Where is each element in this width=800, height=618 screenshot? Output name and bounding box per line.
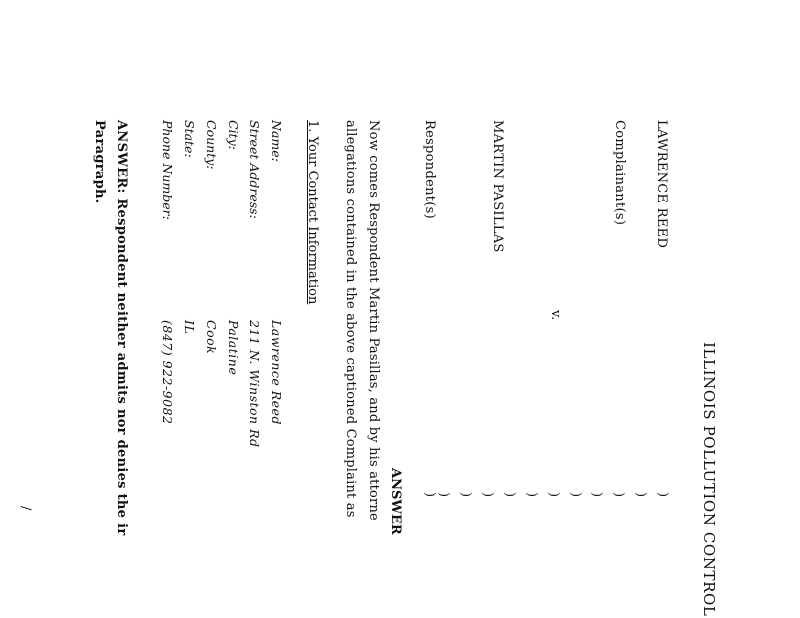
caption-paren: ): [524, 492, 539, 498]
field-value-state: IL: [182, 320, 197, 335]
document-heading: ANSWER: [388, 468, 403, 535]
section-heading-contact: 1. Your Contact Information: [305, 120, 320, 305]
caption-paren: ): [611, 492, 626, 498]
caption-paren: ): [502, 492, 517, 498]
board-title: ILLINOIS POLLUTION CONTROL: [700, 342, 718, 617]
field-label-city: City:: [226, 120, 241, 150]
caption-paren: ): [480, 492, 495, 498]
field-label-name: Name:: [269, 120, 284, 162]
field-label-state: State:: [182, 120, 197, 158]
stray-mark: /: [18, 506, 33, 511]
intro-line-2: allegations contained in the above captioned Complaint as: [343, 120, 358, 518]
field-label-phone: Phone Number:: [160, 120, 175, 220]
versus-text: v.: [548, 310, 563, 321]
caption-paren: ): [655, 492, 670, 498]
caption-paren: ): [546, 492, 561, 498]
caption-paren: ): [436, 492, 451, 498]
intro-line-1: Now comes Respondent Martin Pasillas, and by his attorne: [366, 120, 381, 521]
caption-paren: ): [568, 492, 583, 498]
field-value-name: Lawrence Reed: [269, 320, 284, 425]
caption-paren: ): [633, 492, 648, 498]
field-value-street: 211 N. Winston Rd: [247, 320, 262, 448]
answer-line-2: Paragraph.: [92, 120, 107, 204]
field-label-county: County:: [204, 120, 219, 170]
answer-line-1: ANSWER: Respondent neither admits nor denies the ir: [114, 120, 129, 536]
field-value-city: Palatine: [226, 320, 241, 376]
respondent-name: MARTIN PASILLAS: [490, 120, 505, 253]
caption-paren: ): [589, 492, 604, 498]
field-value-phone: (847) 922-9082: [160, 320, 175, 425]
caption-paren: ): [422, 492, 437, 498]
field-label-street: Street Address:: [247, 120, 262, 219]
complainant-role: Complainant(s): [612, 120, 627, 226]
complainant-name: LAWRENCE REED: [654, 120, 669, 249]
respondent-role: Respondent(s): [422, 120, 437, 220]
caption-paren: ): [458, 492, 473, 498]
field-value-county: Cook: [204, 320, 219, 355]
